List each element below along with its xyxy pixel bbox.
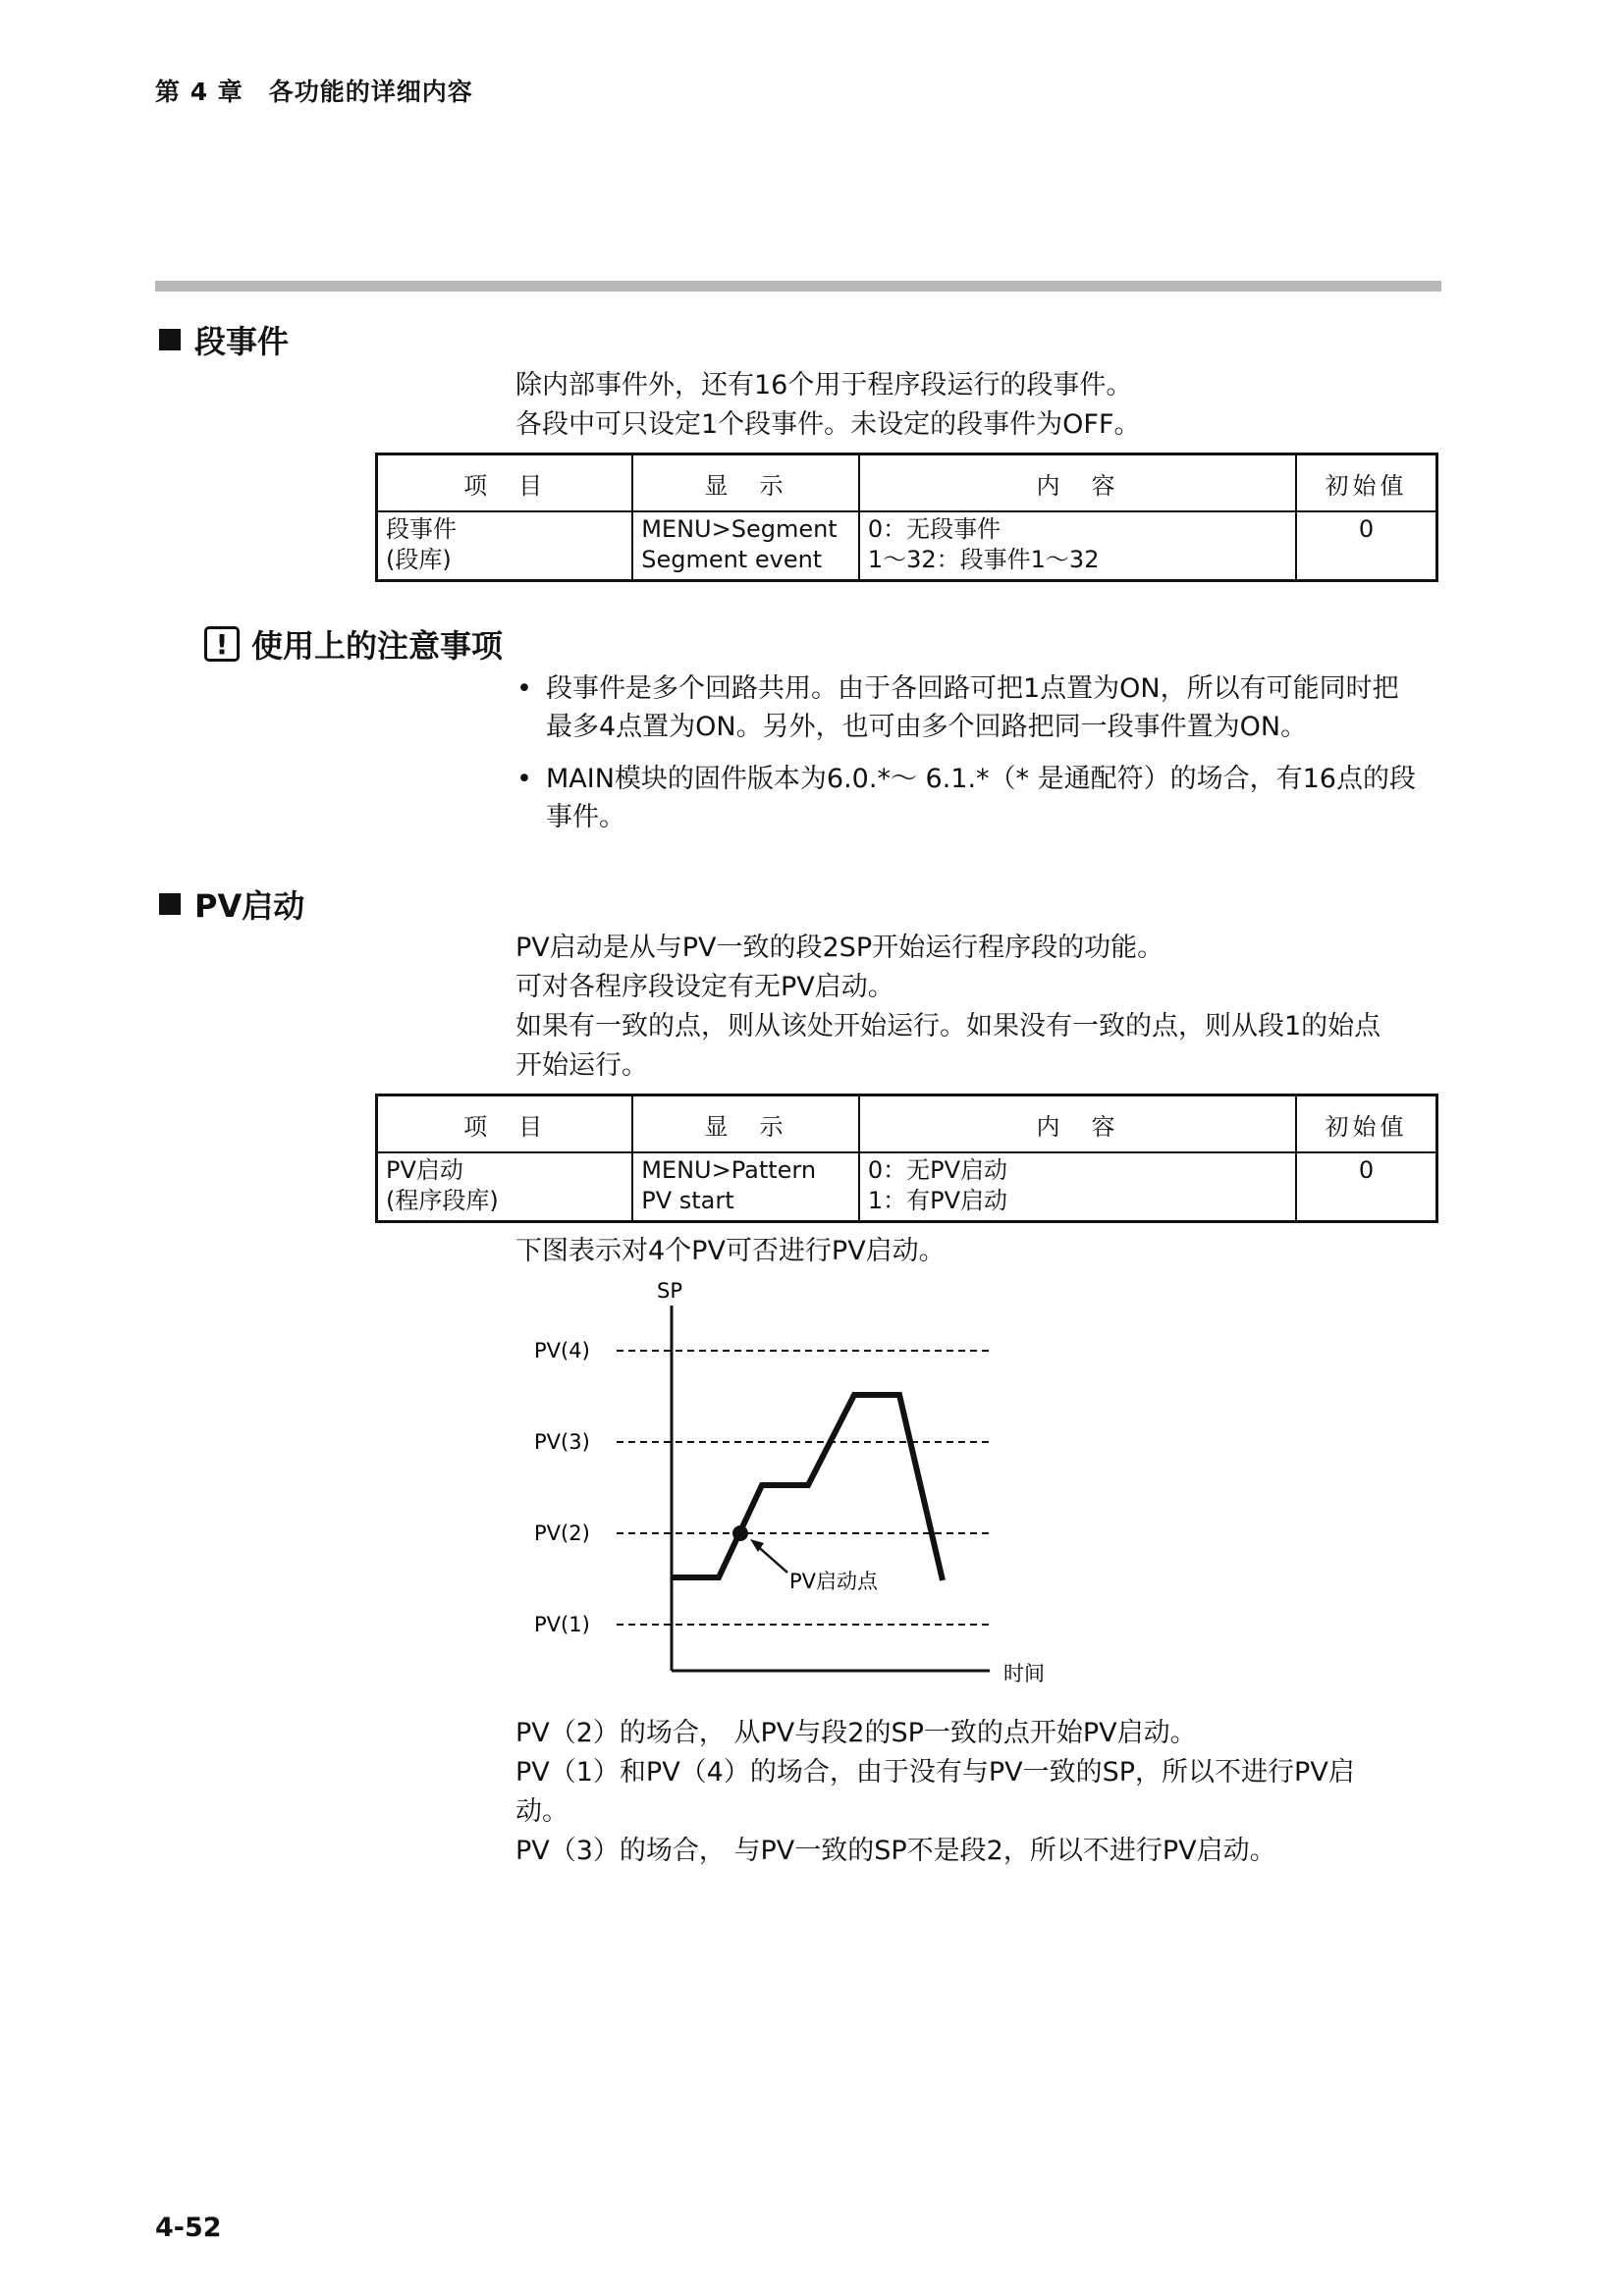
usage-notes-title bbox=[204, 621, 503, 667]
square-bullet-icon bbox=[159, 893, 181, 915]
explanation-line: PV（1）和PV（4）的场合，由于没有与PV一致的SP，所以不进行PV启 bbox=[515, 1757, 1355, 1788]
explanation-line: PV（3）的场合， 与PV一致的SP不是段2，所以不进行PV启动。 bbox=[515, 1836, 1276, 1866]
pv-start-intro bbox=[515, 929, 1380, 1086]
figure-caption: 下图表示对4个PV可否进行PV启动。 bbox=[515, 1236, 946, 1266]
table-header-cell: 初始值 bbox=[1296, 1095, 1436, 1153]
x-axis-label: 时间 bbox=[1003, 1662, 1045, 1685]
explanation-line: PV（2）的场合， 从PV与段2的SP一致的点开始PV启动。 bbox=[515, 1718, 1197, 1748]
list-item bbox=[513, 669, 1416, 746]
exclamation-icon: ! bbox=[204, 626, 240, 662]
section-title-segment-event bbox=[159, 317, 289, 362]
note-line: MAIN模块的固件版本为6.0.*～ 6.1.*（* 是通配符）的场合，有16点的段 bbox=[546, 764, 1416, 794]
level-label-pv3: PV(3) bbox=[534, 1430, 590, 1454]
table-cell-content: 0：无PV启动 1：有PV启动 bbox=[859, 1152, 1296, 1222]
note-line: 段事件是多个回路共用。由于各回路可把1点置为ON，所以有可能同时把 bbox=[546, 673, 1399, 704]
table-header-cell: 项 目 bbox=[377, 1095, 633, 1153]
usage-notes-title-text: 使用上的注意事项 bbox=[251, 627, 504, 665]
bullet-dot-icon: • bbox=[516, 673, 532, 704]
table-header-row bbox=[377, 1095, 1437, 1153]
square-bullet-icon bbox=[159, 329, 181, 350]
table-header-cell: 项 目 bbox=[377, 454, 633, 512]
pv-start-table bbox=[375, 1094, 1438, 1223]
note-line: 事件。 bbox=[546, 802, 625, 832]
segment-event-table bbox=[375, 453, 1438, 582]
intro-line: 如果有一致的点，则从该处开始运行。如果没有一致的点，则从段1的始点 bbox=[515, 1011, 1381, 1041]
table-cell-item: PV启动 (程序段库) bbox=[377, 1152, 633, 1222]
table-cell-initial: 0 bbox=[1296, 1152, 1436, 1222]
table-header-cell: 显 示 bbox=[632, 1095, 859, 1153]
intro-line: 除内部事件外，还有16个用于程序段运行的段事件。 bbox=[515, 370, 1133, 400]
note-line: 最多4点置为ON。另外，也可由多个回路把同一段事件置为ON。 bbox=[546, 712, 1308, 742]
table-header-cell: 内 容 bbox=[859, 1095, 1296, 1153]
pv-start-diagram bbox=[511, 1276, 1060, 1698]
table-header-row bbox=[377, 454, 1437, 512]
table-cell-content: 0：无段事件 1～32：段事件1～32 bbox=[859, 511, 1296, 581]
table-header-cell: 初始值 bbox=[1296, 454, 1436, 512]
section-title-text: 段事件 bbox=[194, 323, 290, 360]
bullet-dot-icon: • bbox=[516, 764, 532, 794]
annotation-label: PV启动点 bbox=[789, 1570, 879, 1593]
segment-event-intro bbox=[515, 366, 1141, 445]
level-label-pv1: PV(1) bbox=[534, 1613, 590, 1636]
intro-line: 各段中可只设定1个段事件。未设定的段事件为OFF。 bbox=[515, 409, 1141, 440]
table-cell-item: 段事件 (段库) bbox=[377, 511, 633, 581]
list-item bbox=[513, 760, 1416, 836]
table-row bbox=[377, 511, 1437, 581]
page-number: 4-52 bbox=[155, 2213, 222, 2243]
pv-start-point-marker bbox=[732, 1525, 748, 1541]
chapter-header: 第 4 章 各功能的详细内容 bbox=[155, 78, 473, 106]
table-header-cell: 内 容 bbox=[859, 454, 1296, 512]
intro-line: 可对各程序段设定有无PV启动。 bbox=[515, 972, 894, 1002]
section-title-text: PV启动 bbox=[194, 887, 305, 925]
usage-notes-list bbox=[513, 669, 1416, 850]
sp-program-line bbox=[672, 1395, 943, 1580]
intro-line: 开始运行。 bbox=[515, 1050, 648, 1081]
table-header-cell: 显 示 bbox=[632, 454, 859, 512]
level-label-pv4: PV(4) bbox=[534, 1339, 590, 1362]
table-row bbox=[377, 1152, 1437, 1222]
y-axis-label: SP bbox=[657, 1279, 682, 1303]
table-cell-display: MENU>Pattern PV start bbox=[632, 1152, 859, 1222]
pv-start-explanation bbox=[515, 1714, 1355, 1871]
intro-line: PV启动是从与PV一致的段2SP开始运行程序段的功能。 bbox=[515, 933, 1164, 963]
level-label-pv2: PV(2) bbox=[534, 1522, 590, 1545]
section-title-pv-start bbox=[159, 881, 304, 927]
section-divider bbox=[155, 281, 1441, 292]
table-cell-display: MENU>Segment Segment event bbox=[632, 511, 859, 581]
explanation-line: 动。 bbox=[515, 1796, 568, 1827]
table-cell-initial: 0 bbox=[1296, 511, 1436, 581]
